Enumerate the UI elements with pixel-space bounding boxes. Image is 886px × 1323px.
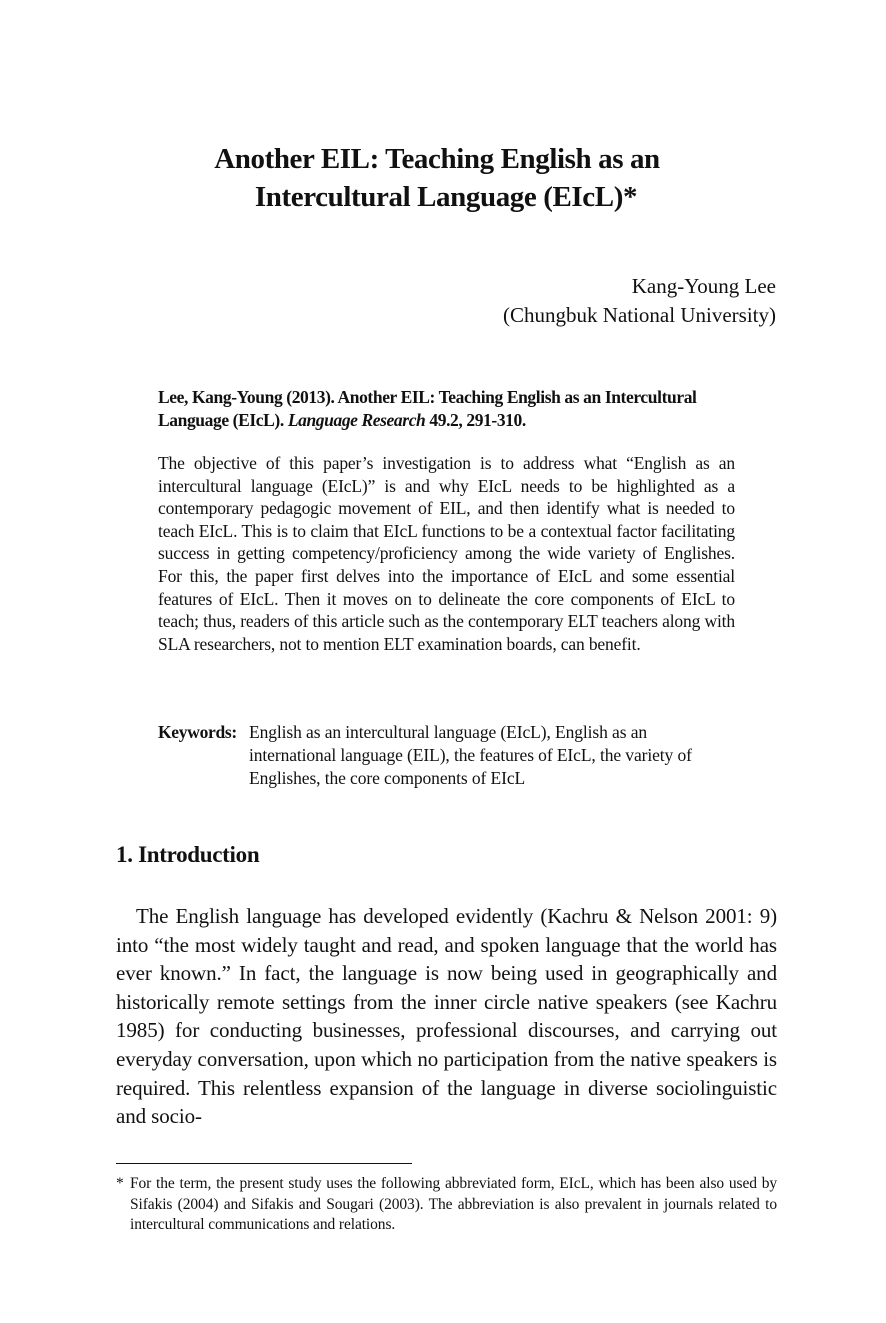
footnote-divider [116,1163,412,1164]
footnote-mark: * [116,1175,124,1192]
body-paragraph: The English language has developed evidently (Kachru & Nelson 2001: 9) into “the most widely taught and read, and spoken language that the world has ever known.” In fact, the language is now being used in geographically and historically remote settings from the inner circle native speakers (see Kachru 1985) for conducting businesses, professional discourses, and carrying out everyday conversation, upon which no participation from the native speakers is required. This relentless expansion of the language in diverse sociolinguistic and socio- [116,904,777,1129]
citation-tail: 49.2, 291-310. [425,409,526,430]
footnote [116,1174,777,1236]
keywords-text: English as an intercultural language (EIcL), English as an international language (EIL), the features of EIcL, the variety of Englishes, the core components of EIcL [249,722,692,788]
keywords-block [158,721,738,789]
citation-lead: Lee, Kang-Young (2013). Another EIL: Teaching English as an Intercultural Language (EIcL). [158,387,697,430]
citation-journal: Language Research [287,409,426,430]
author-affiliation: (Chungbuk National University) [503,303,776,327]
paper-title [0,140,886,216]
author-name: Kang-Young Lee [631,274,776,298]
title-line-2: Intercultural Language (EIcL)* [254,181,638,213]
citation [158,386,738,431]
title-line-1: Another EIL: Teaching English as an [214,143,660,175]
footnote-text: For the term, the present study uses the following abbreviated form, EIcL, which has been also used by Sifakis (2004) and Sifakis and Sougari (2003). The abbreviation is also prevalent in journals related to intercultural communications and relations. [130,1175,777,1233]
abstract: The objective of this paper’s investigation is to address what “English as an intercultural language (EIcL)” is and why EIcL needs to be highlighted as a contemporary pedagogic movement of EIL, and then identify what is needed to teach EIcL. This is to claim that EIcL functions to be a contextual factor facilitating success in getting competency/proficiency among the wide variety of Englishes. For this, the paper first delves into the importance of EIcL and some essential features of EIcL. Then it moves on to delineate the core components of EIcL to teach; thus, readers of this article such as the contemporary ELT teachers along with SLA researchers, not to mention ELT examination boards, can benefit. [158,453,735,654]
section-heading: 1. Introduction [116,842,260,867]
author-block [503,272,776,330]
keywords-label: Keywords: [158,722,237,742]
